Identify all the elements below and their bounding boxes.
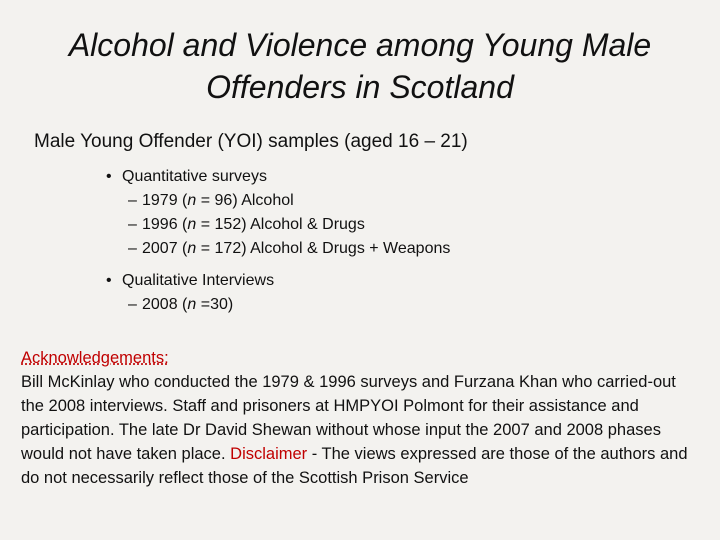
subtitle (34, 130, 468, 154)
bullet-item: • Qualitative Interviews (106, 269, 450, 293)
sub-item: – 1996 (n = 152) Alcohol & Drugs (106, 213, 450, 237)
acknowledgements-body: Bill McKinlay who conducted the 1979 & 1996 surveys and Furzana Khan who carried-out the 2008 interviews. Staff and prisoners at HMPYOI Polmont for their assistance and participation. The late Dr David Shewan without whose input the 2007 and 2008 phases would not have taken place. (21, 373, 676, 463)
dash-icon: – (128, 296, 137, 313)
subtitle-rest: (aged 16 – 21) (344, 131, 468, 152)
page-title: Alcohol and Violence among Young Male Offenders in Scotland (68, 27, 652, 105)
bullet-item: • Quantitative surveys (106, 165, 450, 189)
bullet-icon: • (106, 168, 112, 185)
acknowledgements (21, 346, 701, 490)
dash-icon: – (128, 240, 137, 257)
disclaimer-label: Disclaimer (230, 445, 308, 463)
bullet-icon: • (106, 272, 112, 289)
disclaimer-text: - The views expressed are those of the authors and do not necessarily reflect those of the Scottish Prison Service (21, 445, 688, 487)
bullet-list (106, 165, 450, 317)
sub-item: – 2008 (n =30) (106, 293, 450, 317)
sub-item: – 1979 (n = 96) Alcohol (106, 189, 450, 213)
dash-icon: – (128, 216, 137, 233)
dash-icon: – (128, 192, 137, 209)
subtitle-bold: Male Young Offender (YOI) samples (34, 131, 339, 152)
sub-item: – 2007 (n = 172) Alcohol & Drugs + Weapons (106, 237, 450, 261)
acknowledgements-heading: Acknowledgements: (21, 349, 169, 367)
